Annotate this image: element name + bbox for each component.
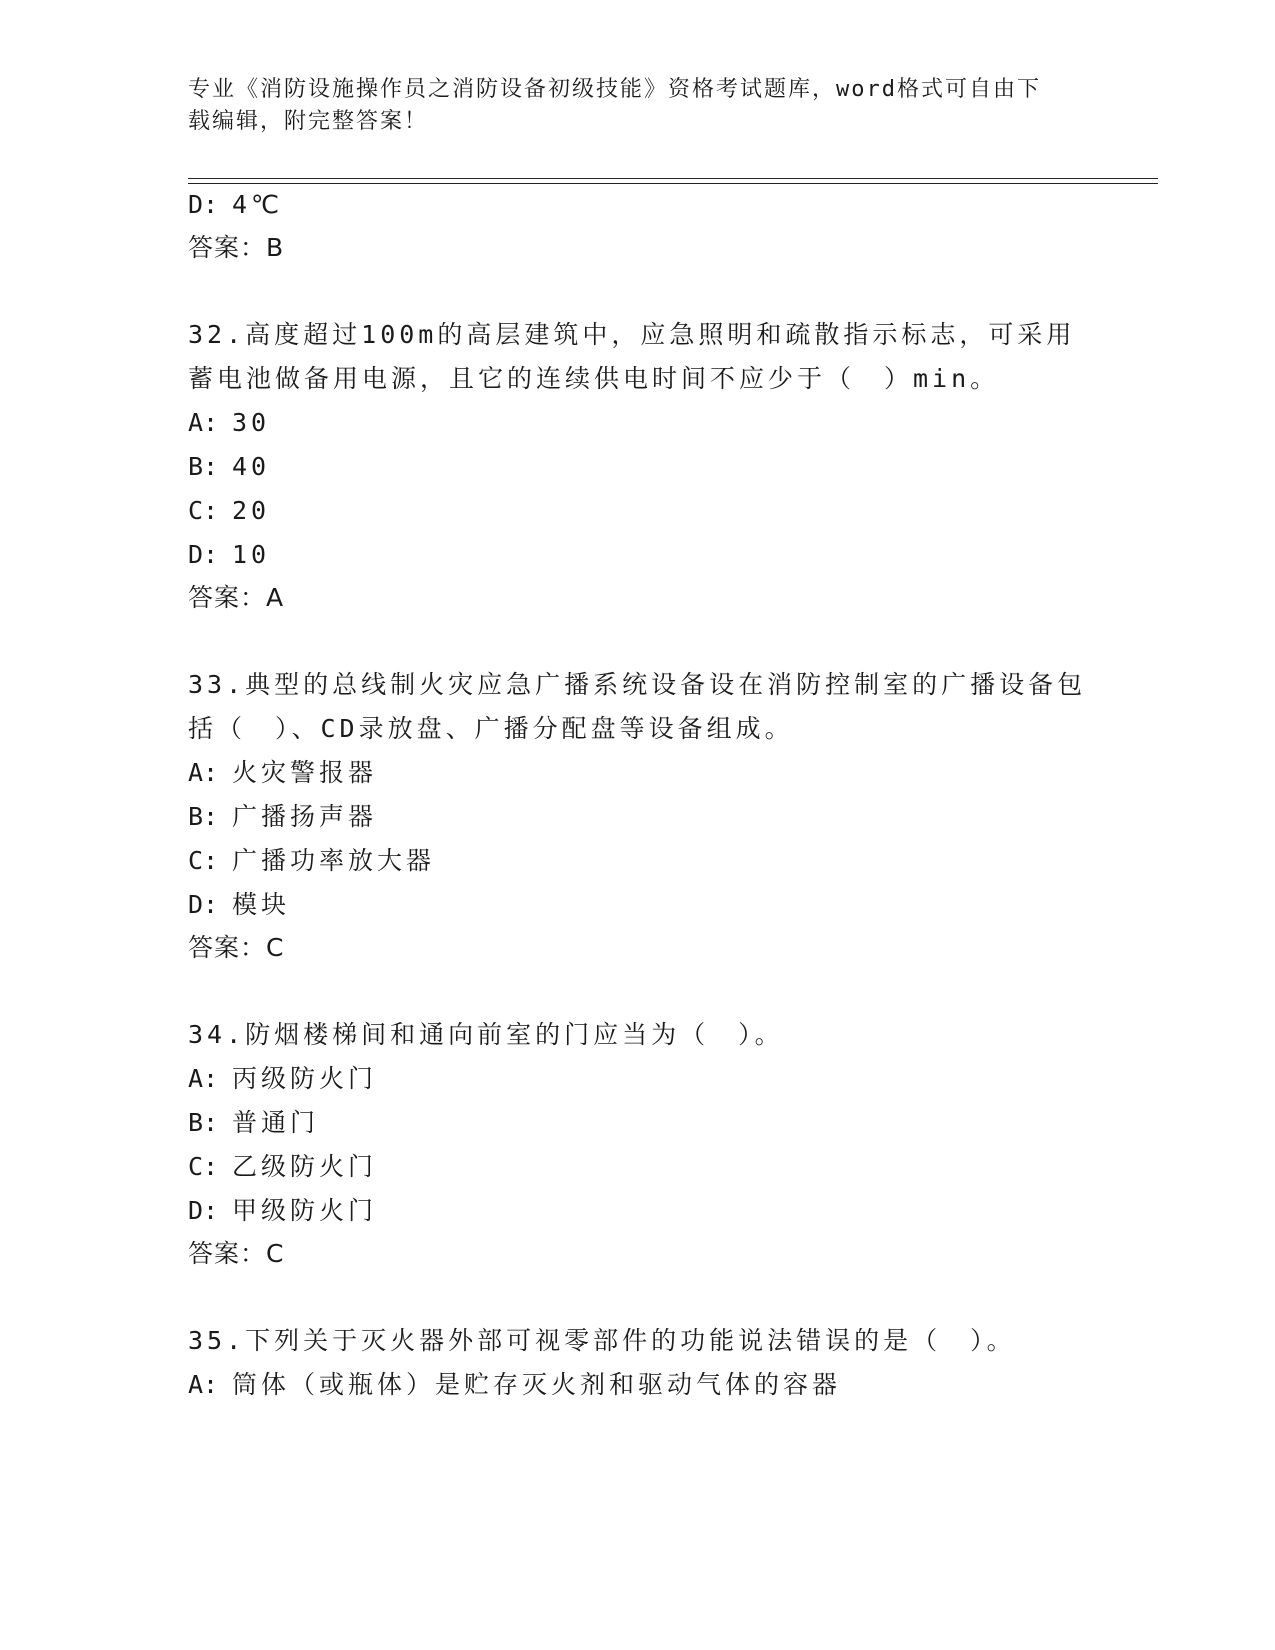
header-rule-bottom (188, 183, 1158, 184)
header-line-2: 载编辑，附完整答案！ (188, 109, 429, 134)
header-rule-top (188, 178, 1158, 179)
question-33-option-b (188, 800, 377, 834)
prev-answer: 答案：B (188, 233, 285, 262)
option-key: A: (188, 758, 219, 787)
question-33-option-c (188, 844, 435, 878)
option-key: D: (188, 890, 219, 919)
option-text: 40 (232, 452, 271, 481)
question-34-option-b (188, 1106, 319, 1140)
option-key: D: (188, 1196, 219, 1225)
question-34-stem: 34.防烟楼梯间和通向前室的门应当为（ ）。 (188, 1020, 784, 1049)
question-35-option-a (188, 1368, 841, 1402)
option-key: B: (188, 452, 219, 481)
option-text: 甲级防火门 (232, 1196, 378, 1225)
option-key: B: (188, 1108, 219, 1137)
option-text: 筒体（或瓶体）是贮存灭火剂和驱动气体的容器 (232, 1370, 842, 1399)
option-text: 乙级防火门 (232, 1152, 378, 1181)
option-text: 普通门 (232, 1108, 320, 1137)
option-text: 广播功率放大器 (232, 846, 436, 875)
option-key: C: (188, 496, 219, 525)
option-text: 火灾警报器 (232, 758, 378, 787)
question-33-option-a (188, 756, 377, 790)
header-line-1: 专业《消防设施操作员之消防设备初级技能》资格考试题库，word格式可自由下 (188, 77, 1041, 102)
question-32-option-b (188, 450, 270, 484)
question-34-answer: 答案：C (188, 1239, 285, 1268)
question-33-stem-line-2: 括（ ）、CD录放盘、广播分配盘等设备组成。 (188, 714, 794, 743)
option-key: B: (188, 802, 219, 831)
question-34-option-c (188, 1150, 377, 1184)
question-35-stem: 35.下列关于灭火器外部可视零部件的功能说法错误的是（ ）。 (188, 1326, 1016, 1355)
option-key: D: (188, 540, 219, 569)
question-33-option-d (188, 888, 290, 922)
option-text: 10 (232, 540, 271, 569)
option-key: D: (188, 190, 219, 219)
question-32-stem-line-1: 32.高度超过100m的高层建筑中，应急照明和疏散指示标志，可采用 (188, 320, 1076, 349)
document-header (188, 74, 1088, 138)
option-key: C: (188, 846, 219, 875)
question-32-answer: 答案：A (188, 583, 285, 612)
prev-option-d (188, 188, 283, 222)
question-33-answer: 答案：C (188, 933, 285, 962)
option-text: 丙级防火门 (232, 1064, 378, 1093)
question-32-option-d (188, 538, 270, 572)
question-34-option-d (188, 1194, 377, 1228)
question-33-stem-line-1: 33.典型的总线制火灾应急广播系统设备设在消防控制室的广播设备包 (188, 670, 1087, 699)
option-text: 广播扬声器 (232, 802, 378, 831)
option-text: 4℃ (232, 190, 284, 219)
option-text: 模块 (232, 890, 291, 919)
question-32-option-a (188, 406, 270, 440)
option-key: A: (188, 408, 219, 437)
option-key: A: (188, 1370, 219, 1399)
option-text: 20 (232, 496, 271, 525)
question-34-option-a (188, 1062, 377, 1096)
question-32-option-c (188, 494, 270, 528)
question-32-stem-line-2: 蓄电池做备用电源，且它的连续供电时间不应少于（ ）min。 (188, 364, 1000, 393)
option-key: A: (188, 1064, 219, 1093)
option-key: C: (188, 1152, 219, 1181)
option-text: 30 (232, 408, 271, 437)
